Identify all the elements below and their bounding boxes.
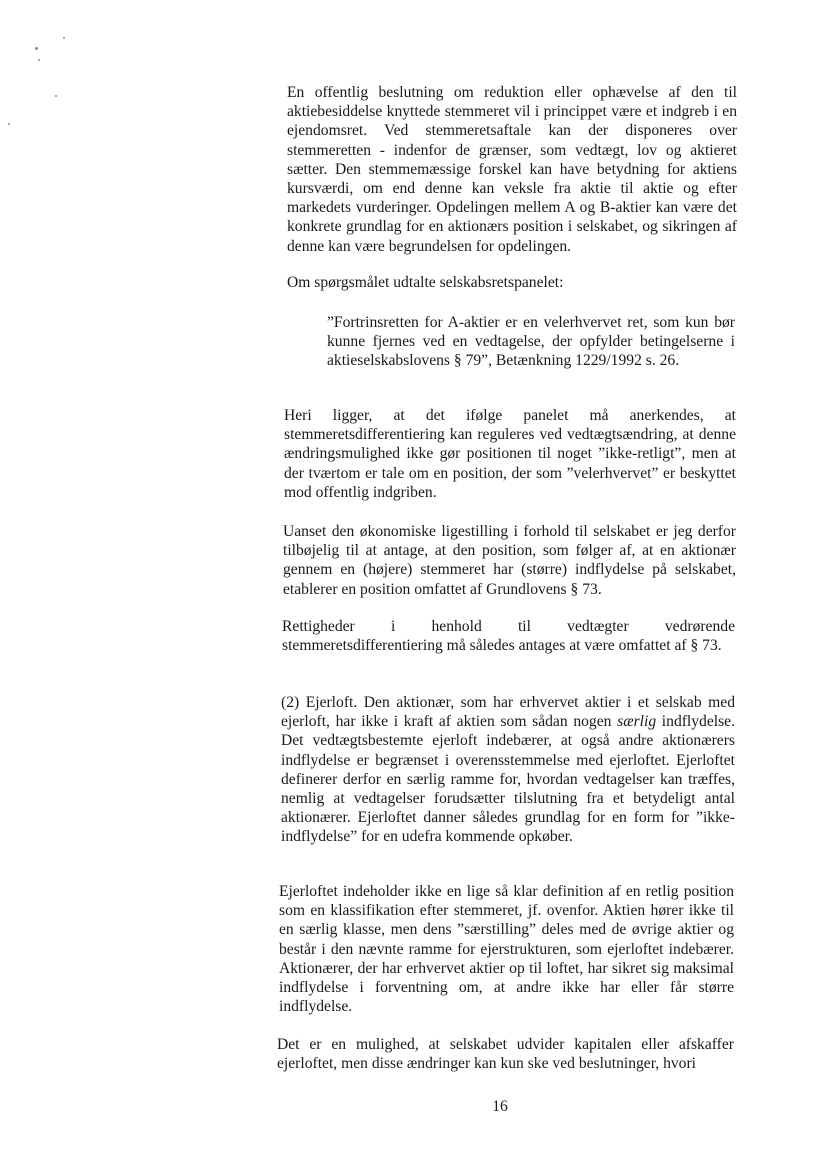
scan-speck xyxy=(8,123,10,125)
paragraph-6-text-end: indflydelse. Det vedtægtsbestemte ejerloft indebærer, at også andre aktionærers indflydelse er begrænset i overensstemmelse med ejerloftet. Ejerloftet definerer derfor en særlig ramme for, hvordan vedtagelser kan træffes, nemlig at vedtagelser forudsætter tilslutning fra et betydeligt antal aktionærer. Ejerloftet danner således grundlag for en form for ”ikke-indflydelse” for en udefra kommende opkøber. xyxy=(281,713,735,846)
paragraph-3: Heri ligger, at det ifølge panelet må anerkendes, at stemmeretsdifferentiering kan reguleres ved vedtægtsændring, at denne ændringsmulighed ikke gør positionen til noget ”ikke-retligt”, men at der tværtom er tale om en position, der som ”velerhvervet” er beskyttet mod offentlig indgriben. xyxy=(284,407,736,501)
paragraph-8: Det er en mulighed, at selskabet udvider kapitalen eller afskaffer ejerloftet, men disse ændringer kan kun ske ved beslutninger, hvori xyxy=(277,1036,734,1073)
block-quote: ”Fortrinsretten for A-aktier er en velerhvervet ret, som kun bør kunne fjernes ved en vedtagelse, der opfylder betingelserne i aktieselskabslovens § 79”, Betænkning 1229/1992 s. 26. xyxy=(327,314,735,370)
paragraph-1: En offentlig beslutning om reduktion eller ophævelse af den til aktiebesiddelse knyttede stemmeret vil i princippet være et indgreb i en ejendomsret. Ved stemmeretsaftale kan der disponeres over stemmeretten - indenfor de grænser, som vedtægt, lov og aktieret sætter. Den stemmemæssige forskel kan have betydning for aktiens kursværdi, om end denne kan veksle fra aktie til aktie og efter markedets vurderinger. Opdelingen mellem A og B-aktier kan være det konkrete grundlag for en aktionærs position i selskabet, og sikringen af denne kan være begrundelsen for opdelingen. xyxy=(287,84,737,255)
paragraph-4: Uanset den økonomiske ligestilling i forhold til selskabet er jeg derfor tilbøjelig til at antage, at den position, som følger af, at en aktionær gennem en (højere) stemmeret har (større) indflydelse på selskabet, etablerer en position omfattet af Grundlovens § 73. xyxy=(283,523,736,598)
scan-speck xyxy=(55,95,57,97)
paragraph-2: Om spørgsmålet udtalte selskabsretspanelet: xyxy=(287,274,564,291)
scan-speck xyxy=(35,47,38,50)
page-number: 16 xyxy=(492,1098,508,1115)
paragraph-6-text-start: (2) Ejerloft. Den aktionær, som har erhvervet aktier i et selskab med ejerloft, har ikke i kraft af aktien som sådan nogen xyxy=(281,694,735,731)
scan-speck xyxy=(38,59,40,61)
paragraph-7: Ejerloftet indeholder ikke en lige så klar definition af en retlig position som en klassifikation efter stemmeret, jf. ovenfor. Aktien hører ikke til en særlig klasse, men dens ”særstilling” deles med de øvrige aktier og består i den nævnte ramme for ejerstrukturen, som ejerloftet indebærer. Aktionærer, der har erhvervet aktier op til loftet, har sikret sig maksimal indflydelse i forventning om, at andre ikke har eller får større indflydelse. xyxy=(279,883,734,1016)
scan-speck xyxy=(63,37,65,39)
paragraph-6-emphasis: særlig xyxy=(617,713,657,731)
paragraph-5: Rettigheder i henhold til vedtægter vedrørende stemmeretsdifferentiering må således antages at være omfattet af § 73. xyxy=(282,618,735,655)
paragraph-6 xyxy=(281,693,735,847)
